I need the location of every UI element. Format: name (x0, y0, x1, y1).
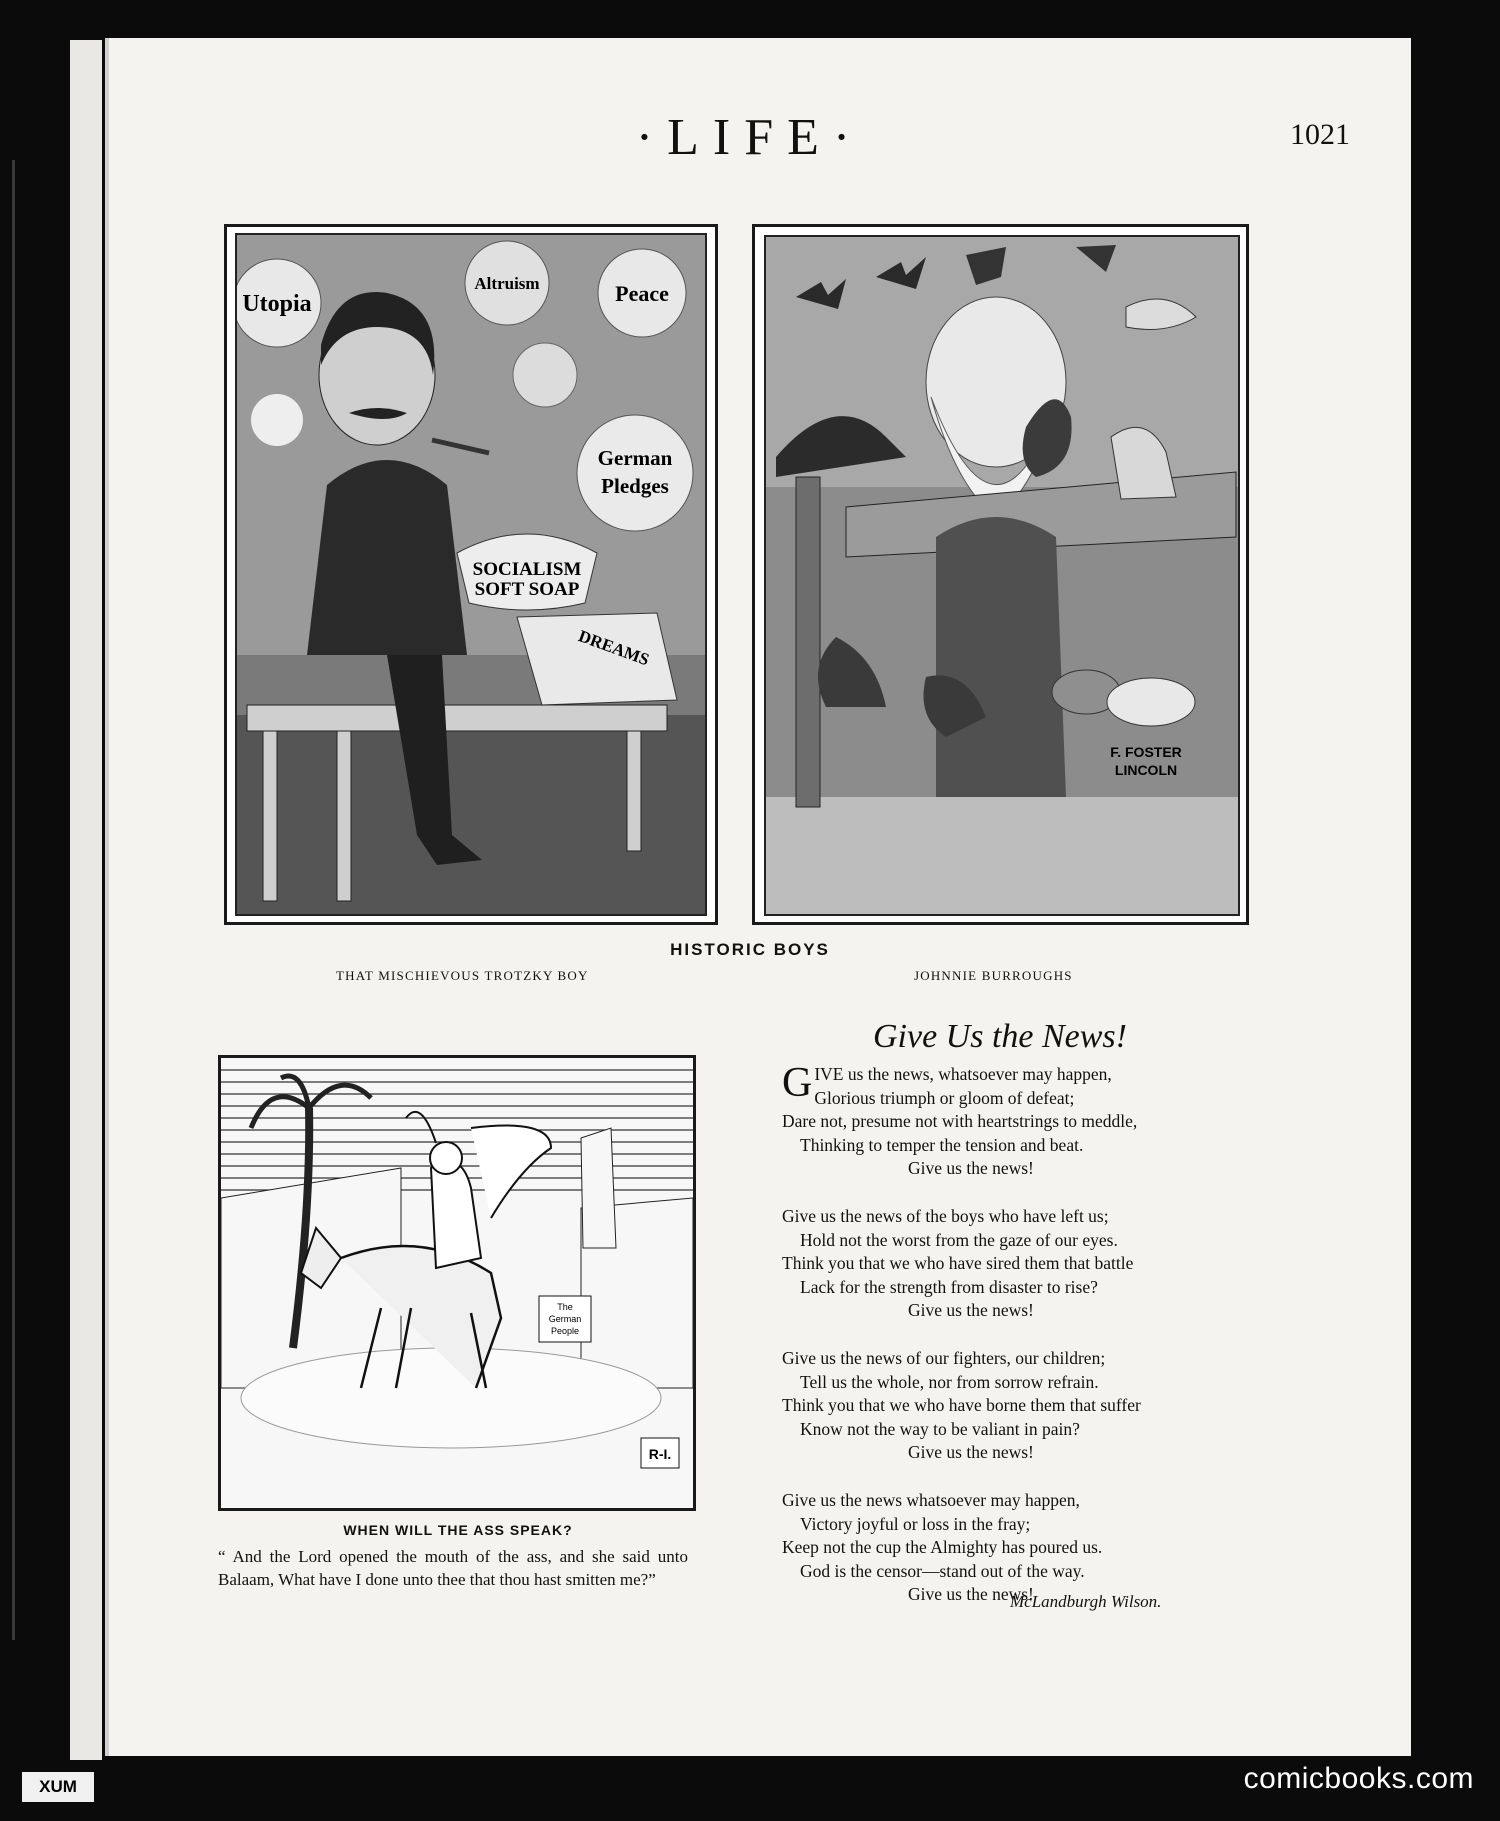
burroughs-drawing (766, 237, 1238, 914)
poem-title: Give Us the News! (872, 1018, 1127, 1055)
scan-stamp: XUM (22, 1772, 94, 1802)
artist-initials: R-I. (648, 1446, 672, 1462)
historic-boys-heading: HISTORIC BOYS (670, 940, 830, 959)
facing-page-edge (70, 40, 102, 1760)
balaam-cartoon (221, 1058, 693, 1508)
signature-1: F. FOSTER (1110, 744, 1182, 760)
poem-line: Think you that we who have borne them that suffer (782, 1395, 1141, 1416)
rabbit-2 (1107, 678, 1195, 726)
poem-line: Lack for the strength from disaster to rise? (800, 1276, 1098, 1297)
poem-author: McLandburgh Wilson. (1010, 1592, 1162, 1611)
bench (247, 705, 667, 731)
poem-line: Think you that we who have sired them that battle (782, 1253, 1134, 1274)
poem-line: Dare not, presume not with heartstrings to meddle, (782, 1111, 1138, 1132)
burroughs-illustration (764, 235, 1240, 916)
poem-line: Victory joyful or loss in the fray; (800, 1513, 1031, 1534)
trotzky-body (307, 460, 467, 655)
sign-text-1: The (557, 1302, 573, 1312)
poem-line: Give us the news of the boys who have left us; (782, 1205, 1109, 1226)
sun-icon (251, 394, 303, 446)
left-caption: THAT MISCHIEVOUS TROTZKY BOY (336, 968, 589, 983)
book-label: DREAMS (576, 626, 652, 670)
rider-halo (430, 1142, 462, 1174)
sign-text-2: German (548, 1314, 582, 1324)
poem-line: Keep not the cup the Almighty has poured us. (782, 1537, 1103, 1558)
signature-2: LINCOLN (1114, 762, 1178, 778)
trotzky-illustration-frame (224, 224, 718, 925)
trotzky-drawing (237, 235, 705, 914)
sign-text-3: People (550, 1326, 580, 1336)
poem-line: Give us the news whatsoever may happen, (782, 1489, 1080, 1510)
stanza-2 (782, 1205, 1242, 1323)
stanza-3 (782, 1347, 1242, 1465)
burroughs-illustration-frame (752, 224, 1249, 925)
site-watermark: comicbooks.com (1243, 1762, 1474, 1795)
stanza-4 (782, 1489, 1242, 1607)
stanza-1 (782, 1060, 1242, 1181)
cartoon-quote: “ And the Lord opened the mouth of the ass, and she said unto Balaam, What have I done unto thee that thou hast smitten me?” (218, 1547, 688, 1589)
scan-edge (12, 160, 15, 1640)
poem-body (782, 1060, 1242, 1631)
masthead-title: ·LIFE· (635, 109, 865, 166)
poem-line: Hold not the worst from the gaze of our eyes. (800, 1229, 1118, 1250)
right-caption: JOHNNIE BURROUGHS (914, 968, 1073, 983)
poem-line: Tell us the whole, nor from sorrow refrain. (800, 1371, 1099, 1392)
dreams-book (517, 613, 677, 705)
first-line-rest: IVE us the news, whatsoever may happen, (814, 1064, 1112, 1084)
small-bubble (513, 343, 577, 407)
trotzky-illustration (235, 233, 707, 916)
poem-line: Give us the news of our fighters, our children; (782, 1347, 1106, 1368)
bubble-german-label-2: Pledges (601, 474, 669, 498)
tower (581, 1128, 616, 1248)
page-number: 1021 (1290, 118, 1350, 151)
poem-line: God is the censor—stand out of the way. (800, 1560, 1085, 1581)
drop-cap: G (782, 1060, 813, 1106)
bubble-peace-label: Peace (615, 281, 669, 306)
poem-line: Thinking to temper the tension and beat. (800, 1134, 1084, 1155)
cartoon-title: WHEN WILL THE ASS SPEAK? (343, 1522, 573, 1538)
poem-refrain: Give us the news! (908, 1158, 1034, 1179)
poem-refrain: Give us the news! (908, 1584, 1034, 1605)
fence-post (796, 477, 820, 807)
bubble-utopia-label: Utopia (242, 291, 312, 317)
bubble-german-label-1: German (597, 446, 673, 470)
balaam-cartoon-frame (218, 1055, 696, 1511)
poem-line: Know not the way to be valiant in pain? (800, 1418, 1080, 1439)
poem-refrain: Give us the news! (908, 1300, 1034, 1321)
burroughs-body (936, 517, 1066, 797)
bowl-label-2: SOFT SOAP (474, 579, 580, 600)
bubble-german-pledges (577, 415, 693, 531)
poem-line: Glorious triumph or gloom of defeat; (814, 1087, 1075, 1108)
bowl-label-1: SOCIALISM (472, 559, 582, 580)
bubble-altruism-label: Altruism (474, 274, 540, 293)
poem-refrain: Give us the news! (908, 1442, 1034, 1463)
